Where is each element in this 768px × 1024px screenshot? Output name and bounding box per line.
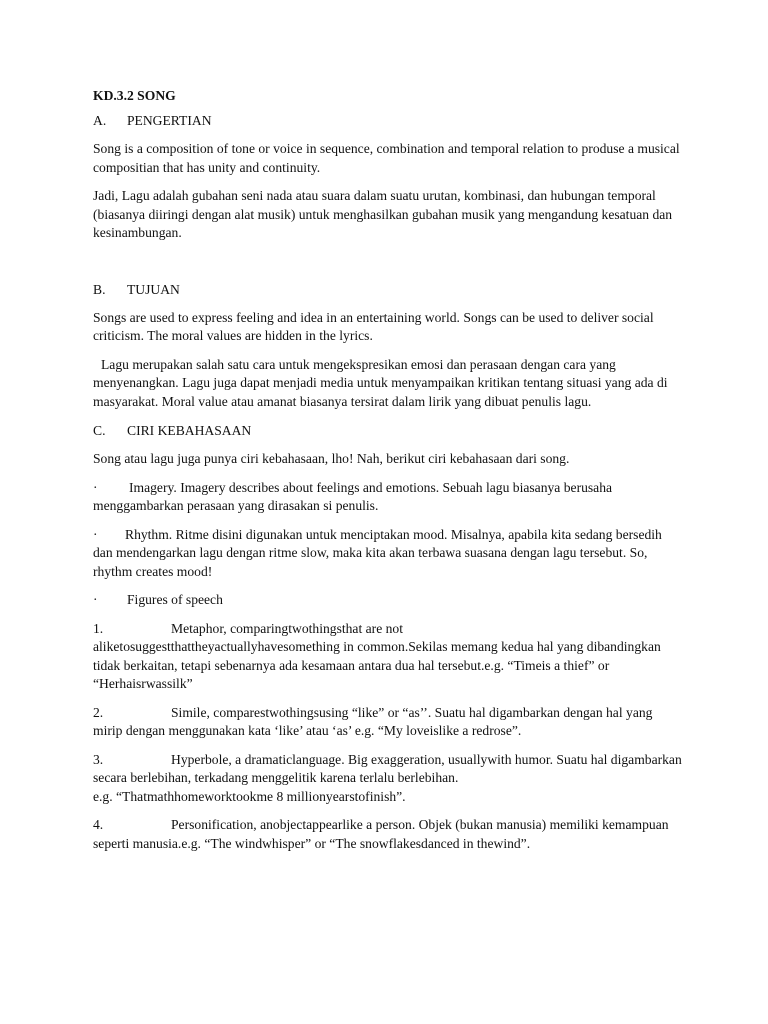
section-a-heading xyxy=(93,111,683,130)
figure-number: 3. xyxy=(93,751,104,767)
bullet-text: Imagery. Imagery describes about feelings and emotions. Sebuah lagu biasanya berusaha menggambarkan perasaan yang dirasakan si penulis. xyxy=(93,479,613,513)
bullet-item-figures-of-speech xyxy=(93,591,683,610)
section-c-number: C. xyxy=(93,423,106,438)
document-title: KD.3.2 SONG xyxy=(93,88,176,103)
section-a-paragraph-2: Jadi, Lagu adalah gubahan seni nada atau suara dalam suatu urutan, kombinasi, dan hubungan temporal (biasanya diiringi dengan alat musik) untuk menghasilkan gubahan musik yang mengandung kesatuan dan kesinambungan. xyxy=(93,188,673,240)
bullet-dot: · xyxy=(93,592,98,607)
figure-text-rest: e.g. “Thatmathhomeworktookme 8 millionyearstofinish”. xyxy=(93,788,406,804)
section-b-paragraph-2: Lagu merupakan salah satu cara untuk mengekspresikan emosi dan perasaan dengan cara yang menyenangkan. Lagu juga dapat menjadi media untuk menyampaikan kritikan tentang situasi yang ada di masyarakat. Moral value atau amanat biasanya tersirat dalam lirik yang dibuat penulis lagu. xyxy=(93,356,668,409)
figure-text-rest: aliketosuggestthattheyactuallyhavesomething in common.Sekilas memang kedua hal yang dibandingkan tidak berkaitan, tetapi sebenarnya ada kesamaan antara dua hal tersebut.e.g. “Timeis a thief” or “Herhaisrwassilk” xyxy=(93,639,661,691)
section-a-number: A. xyxy=(93,113,107,128)
bullet-text: Rhythm. Ritme disini digunakan untuk menciptakan mood. Misalnya, apabila kita sedang bersedih dan mendengarkan lagu dengan ritme slow, maka kita akan terbawa suasana dengan lagu tersebut. So, rhythm creates mood! xyxy=(93,526,662,579)
figure-item-metaphor xyxy=(93,620,683,694)
figure-item-personification xyxy=(93,816,683,853)
bullet-dot: · xyxy=(93,479,98,495)
section-c-intro: Song atau lagu juga punya ciri kebahasaan, lho! Nah, berikut ciri kebahasaan dari song. xyxy=(93,451,570,466)
bullet-item-imagery xyxy=(93,479,683,516)
document-page xyxy=(93,86,683,863)
spacer xyxy=(93,253,683,280)
figure-number: 2. xyxy=(93,704,104,720)
figure-item-simile xyxy=(93,704,683,741)
section-b-heading xyxy=(93,280,683,299)
section-c-title: CIRI KEBAHASAAN xyxy=(127,423,252,438)
section-a-paragraph-1: Song is a composition of tone or voice in sequence, combination and temporal relation to produse a musical compositian that has unity and continuity. xyxy=(93,141,680,175)
bullet-dot: · xyxy=(93,526,98,542)
figure-number: 4. xyxy=(93,817,104,832)
figure-number: 1. xyxy=(93,620,104,636)
section-c-heading xyxy=(93,421,683,440)
bullet-text: Figures of speech xyxy=(127,592,223,607)
figure-text-line1: Metaphor, comparingtwothingsthat are not xyxy=(171,620,404,636)
section-b-paragraph-1: Songs are used to express feeling and idea in an entertaining world. Songs can be used to deliver social criticism. The moral values are hidden in the lyrics. xyxy=(93,309,654,343)
figure-text-line1: Personification, anobjectappearlike a person. Objek (bukan manusia) memiliki kemampuan seperti manusia.e.g. “The windwhisper” or “The snowflakesdanced in thewind”. xyxy=(93,817,669,851)
bullet-item-rhythm xyxy=(93,526,683,582)
section-b-number: B. xyxy=(93,281,106,297)
figure-text-line1: Simile, comparestwothingsusing “like” or “as’’. Suatu hal digambarkan dengan hal yang mirip dengan menggunakan kata ‘like’ atau ‘as’ e.g. “My loveislike a redrose”. xyxy=(93,704,653,738)
figure-text-line1: Hyperbole, a dramaticlanguage. Big exaggeration, usuallywith humor. Suatu hal digambarkan secara berlebihan, terkadang menggelitik karena terlalu berlebihan. xyxy=(93,751,682,785)
figure-item-hyperbole xyxy=(93,751,683,807)
section-a-title: PENGERTIAN xyxy=(127,113,212,128)
section-b-title: TUJUAN xyxy=(127,281,180,297)
